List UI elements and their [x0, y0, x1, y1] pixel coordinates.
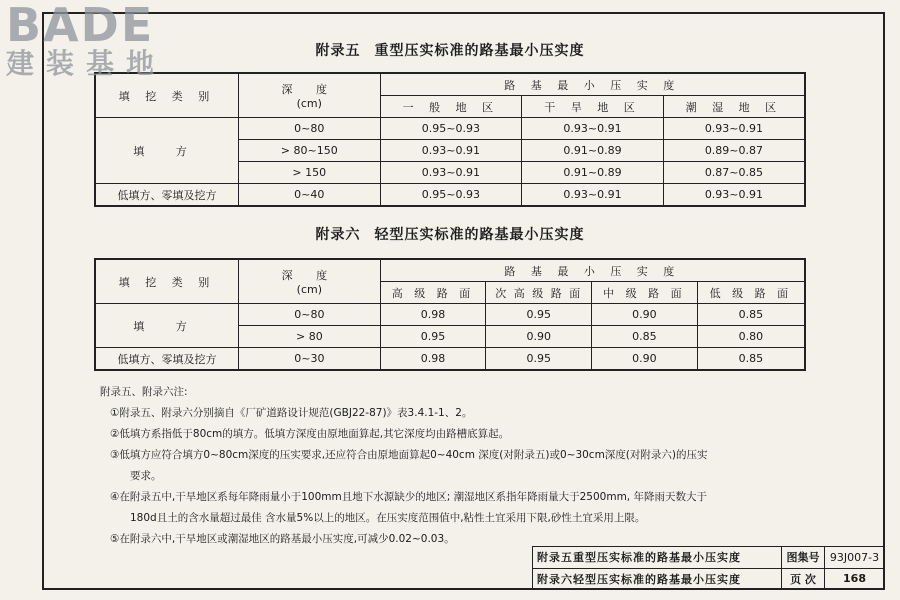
table-cell: 0.91~0.89	[522, 140, 664, 162]
table6	[94, 258, 806, 371]
table-cell: 0.85	[697, 304, 805, 326]
notes-heading: 附录五、附录六注:	[100, 386, 188, 398]
table-cell: 0.95	[380, 326, 486, 348]
table5-subheader: 干 旱 地 区	[522, 96, 664, 118]
page-label: 页 次	[782, 568, 825, 590]
table-cell: 0.89~0.87	[663, 140, 805, 162]
table-cell: 0.93~0.91	[522, 184, 664, 207]
table-row	[95, 304, 805, 326]
note-1: ①附录五、附录六分别摘自《厂矿道路设计规范(GBJ22-87)》表3.4.1-1、2。	[110, 407, 473, 419]
table6-subheader: 低 级 路 面	[697, 282, 805, 304]
table-cell: 0.98	[380, 348, 486, 371]
table6-header-group: 路 基 最 小 压 实 度	[380, 259, 805, 282]
table5-header-depth	[238, 73, 380, 118]
watermark-brand: BADE	[6, 0, 155, 52]
note-2: ②低填方系指低于80cm的填方。低填方深度由原地面算起,其它深度均由路槽底算起。	[110, 428, 510, 440]
watermark-logo	[6, 2, 186, 82]
table-row	[95, 184, 805, 207]
table-cell: 0.80	[697, 326, 805, 348]
note-5: ⑤在附录六中,干旱地区或潮湿地区的路基最小压实度,可减少0.02~0.03。	[110, 533, 455, 545]
table-cell: 0~30	[239, 348, 381, 371]
table-cell: 0.87~0.85	[663, 162, 805, 184]
table5-low-label: 低填方、零填及挖方	[95, 184, 238, 207]
table6-subheader: 中 级 路 面	[592, 282, 698, 304]
table6-header-depth-unit: (cm)	[296, 283, 323, 296]
table-cell: 0.91~0.89	[522, 162, 664, 184]
note-4: ④在附录五中,干旱地区系每年降雨量小于100mm且地下水源缺少的地区; 潮湿地区系指年降雨量大于2500mm, 年降雨天数大于	[110, 491, 707, 503]
table-cell: 0~80	[239, 304, 381, 326]
table-cell: 0.93~0.91	[380, 162, 522, 184]
table5-fill-label: 填 方	[95, 118, 238, 184]
table-cell: 0.85	[697, 348, 805, 371]
table-cell: 0.98	[380, 304, 486, 326]
table-cell: 0.85	[592, 326, 698, 348]
table5-subheader: 潮 湿 地 区	[663, 96, 805, 118]
watermark-sub: 建装基地	[6, 47, 167, 80]
table6-low-label: 低填方、零填及挖方	[95, 348, 239, 371]
table-cell: > 80	[239, 326, 381, 348]
table5-header-fill: 填 挖 类 别	[95, 73, 238, 118]
table-cell: > 80~150	[238, 140, 380, 162]
table-cell: 0.95	[486, 348, 592, 371]
atlas-label: 图集号	[782, 547, 825, 569]
table5-title-text: 重型压实标准的路基最小压实度	[374, 43, 585, 59]
table-cell: > 150	[238, 162, 380, 184]
table-cell: 0.90	[486, 326, 592, 348]
table-row	[95, 118, 805, 140]
table5-header-group: 路 基 最 小 压 实 度	[380, 73, 805, 96]
table-cell: 0.90	[592, 304, 698, 326]
table6-subheader: 次 高 级 路 面	[486, 282, 592, 304]
table6-title-text: 轻型压实标准的路基最小压实度	[374, 227, 585, 243]
table5-header-depth-unit: (cm)	[296, 97, 322, 110]
table6-title-num: 附录六	[315, 227, 361, 243]
title-block	[532, 546, 885, 590]
table6-header-fill: 填 挖 类 别	[95, 259, 239, 304]
atlas-value: 93J007-3	[825, 547, 885, 569]
title-block-name-1: 附录五重型压实标准的路基最小压实度	[533, 547, 782, 569]
table6-fill-label: 填 方	[95, 304, 239, 348]
page-value: 168	[825, 568, 885, 590]
table-cell: 0~80	[238, 118, 380, 140]
note-4-cont: 180d且土的含水量超过最佳 含水量5%以上的地区。在压实度范围值中,粘性土宜采用下限,砂性土宜采用上限。	[130, 512, 646, 524]
table6-title	[0, 224, 900, 244]
table5-header-depth-label: 深 度	[281, 83, 338, 96]
table-cell: 0.95	[486, 304, 592, 326]
table-cell: 0.95~0.93	[380, 184, 522, 207]
table5-title-num: 附录五	[315, 43, 361, 59]
table5-subheader: 一 般 地 区	[380, 96, 522, 118]
table-cell: 0.93~0.91	[522, 118, 664, 140]
note-3-cont: 要求。	[130, 470, 162, 482]
table-row	[95, 348, 805, 371]
table6-header-depth	[239, 259, 381, 304]
table-cell: 0~40	[238, 184, 380, 207]
table6-header-depth-label: 深 度	[281, 269, 338, 282]
table-cell: 0.95~0.93	[380, 118, 522, 140]
table-cell: 0.90	[592, 348, 698, 371]
table-cell: 0.93~0.91	[663, 118, 805, 140]
table6-subheader: 高 级 路 面	[380, 282, 486, 304]
table-cell: 0.93~0.91	[663, 184, 805, 207]
notes-section	[100, 382, 830, 550]
title-block-name-2: 附录六轻型压实标准的路基最小压实度	[533, 568, 782, 590]
table-cell: 0.93~0.91	[380, 140, 522, 162]
table5	[94, 72, 806, 207]
note-3: ③低填方应符合填方0~80cm深度的压实要求,还应符合由原地面算起0~40cm 深度(对附录五)或0~30cm深度(对附录六)的压实	[110, 449, 708, 461]
